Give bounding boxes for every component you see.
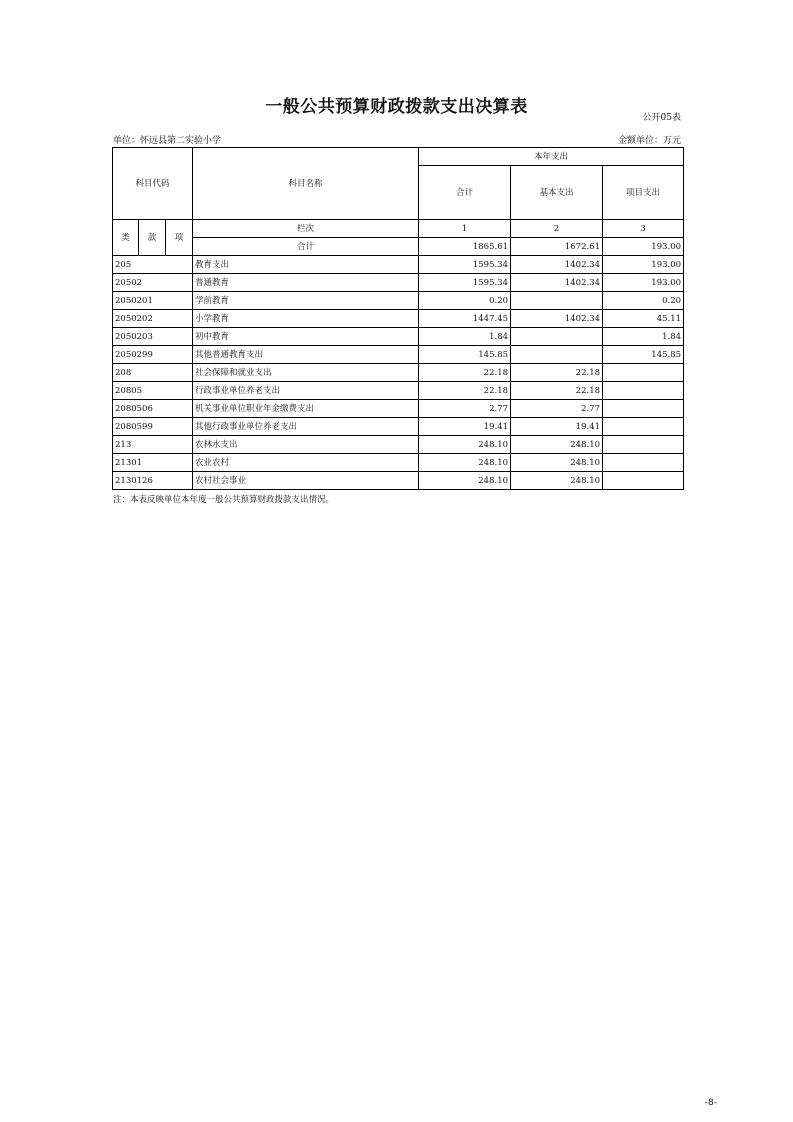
row-name: 农林水支出 xyxy=(193,436,419,454)
amount-unit: 金额单位：万元 xyxy=(617,136,681,146)
row-name: 机关事业单位职业年金缴费支出 xyxy=(193,400,419,418)
row-code: 2050201 xyxy=(113,292,193,310)
row-code: 2080599 xyxy=(113,418,193,436)
header-kuan: 款 xyxy=(139,220,166,256)
row-project: 193.00 xyxy=(603,274,684,292)
row-project xyxy=(603,454,684,472)
table-row xyxy=(113,346,684,364)
row-total: 248.10 xyxy=(419,472,511,490)
row-project: 0.20 xyxy=(603,292,684,310)
row-project xyxy=(603,382,684,400)
row-code: 21301 xyxy=(113,454,193,472)
row-code: 208 xyxy=(113,364,193,382)
row-name: 普通教育 xyxy=(193,274,419,292)
row-name: 其他普通教育支出 xyxy=(193,346,419,364)
row-project xyxy=(603,400,684,418)
row-project: 193.00 xyxy=(603,256,684,274)
table-row xyxy=(113,400,684,418)
row-project xyxy=(603,472,684,490)
header-name: 科目名称 xyxy=(193,148,419,220)
row-basic: 248.10 xyxy=(511,436,603,454)
row-basic: 1402.34 xyxy=(511,310,603,328)
header-xiang: 项 xyxy=(166,220,193,256)
row-total: 0.20 xyxy=(419,292,511,310)
table-row xyxy=(113,256,684,274)
page-number: -8- xyxy=(704,1098,717,1108)
expenditure-table xyxy=(112,147,684,490)
table-row xyxy=(113,454,684,472)
header-col3: 3 xyxy=(603,220,684,238)
header-column-label: 栏次 xyxy=(193,220,419,238)
header-current-year: 本年支出 xyxy=(419,148,684,166)
row-code: 20805 xyxy=(113,382,193,400)
row-basic: 248.10 xyxy=(511,472,603,490)
total-row xyxy=(113,238,684,256)
header-col2: 2 xyxy=(511,220,603,238)
row-basic: 22.18 xyxy=(511,364,603,382)
header-code: 科目代码 xyxy=(113,148,193,220)
row-project xyxy=(603,364,684,382)
table-row xyxy=(113,382,684,400)
total-label: 合计 xyxy=(193,238,419,256)
table-row xyxy=(113,328,684,346)
row-basic xyxy=(511,328,603,346)
row-code: 20502 xyxy=(113,274,193,292)
row-code: 2050299 xyxy=(113,346,193,364)
table-row xyxy=(113,274,684,292)
total-total: 1865.61 xyxy=(419,238,511,256)
row-total: 1595.34 xyxy=(419,256,511,274)
unit-label: 单位：怀远县第二实验小学 xyxy=(113,136,222,146)
row-code: 205 xyxy=(113,256,193,274)
row-basic: 22.18 xyxy=(511,382,603,400)
page-title: 一般公共预算财政拨款支出决算表 xyxy=(265,97,528,117)
row-basic: 1402.34 xyxy=(511,274,603,292)
header-col1: 1 xyxy=(419,220,511,238)
row-name: 小学教育 xyxy=(193,310,419,328)
header-lei: 类 xyxy=(113,220,139,256)
table-note: 注：本表反映单位本年度一般公共预算财政拨款支出情况。 xyxy=(113,495,335,505)
total-basic: 1672.61 xyxy=(511,238,603,256)
row-name: 学前教育 xyxy=(193,292,419,310)
row-code: 2080506 xyxy=(113,400,193,418)
row-project: 145.85 xyxy=(603,346,684,364)
row-name: 农业农村 xyxy=(193,454,419,472)
row-project: 1.84 xyxy=(603,328,684,346)
row-total: 145.85 xyxy=(419,346,511,364)
row-code: 213 xyxy=(113,436,193,454)
row-total: 19.41 xyxy=(419,418,511,436)
header-project: 项目支出 xyxy=(603,166,684,220)
row-code: 2130126 xyxy=(113,472,193,490)
row-total: 1447.45 xyxy=(419,310,511,328)
row-basic xyxy=(511,346,603,364)
row-basic: 2.77 xyxy=(511,400,603,418)
row-basic xyxy=(511,292,603,310)
table-row xyxy=(113,436,684,454)
row-name: 教育支出 xyxy=(193,256,419,274)
row-name: 农村社会事业 xyxy=(193,472,419,490)
row-total: 248.10 xyxy=(419,454,511,472)
row-project xyxy=(603,418,684,436)
table-row xyxy=(113,292,684,310)
total-project: 193.00 xyxy=(603,238,684,256)
row-basic: 1402.34 xyxy=(511,256,603,274)
row-total: 22.18 xyxy=(419,364,511,382)
row-name: 社会保障和就业支出 xyxy=(193,364,419,382)
row-project: 45.11 xyxy=(603,310,684,328)
row-name: 初中教育 xyxy=(193,328,419,346)
header-basic: 基本支出 xyxy=(511,166,603,220)
row-name: 其他行政事业单位养老支出 xyxy=(193,418,419,436)
row-basic: 19.41 xyxy=(511,418,603,436)
row-total: 1595.34 xyxy=(419,274,511,292)
row-total: 2.77 xyxy=(419,400,511,418)
row-name: 行政事业单位养老支出 xyxy=(193,382,419,400)
row-project xyxy=(603,436,684,454)
table-row xyxy=(113,310,684,328)
table-row xyxy=(113,364,684,382)
row-code: 2050203 xyxy=(113,328,193,346)
table-row xyxy=(113,472,684,490)
header-total: 合计 xyxy=(419,166,511,220)
row-total: 1.84 xyxy=(419,328,511,346)
row-code: 2050202 xyxy=(113,310,193,328)
row-total: 22.18 xyxy=(419,382,511,400)
form-number: 公开05表 xyxy=(642,113,681,123)
row-basic: 248.10 xyxy=(511,454,603,472)
table-row xyxy=(113,418,684,436)
row-total: 248.10 xyxy=(419,436,511,454)
